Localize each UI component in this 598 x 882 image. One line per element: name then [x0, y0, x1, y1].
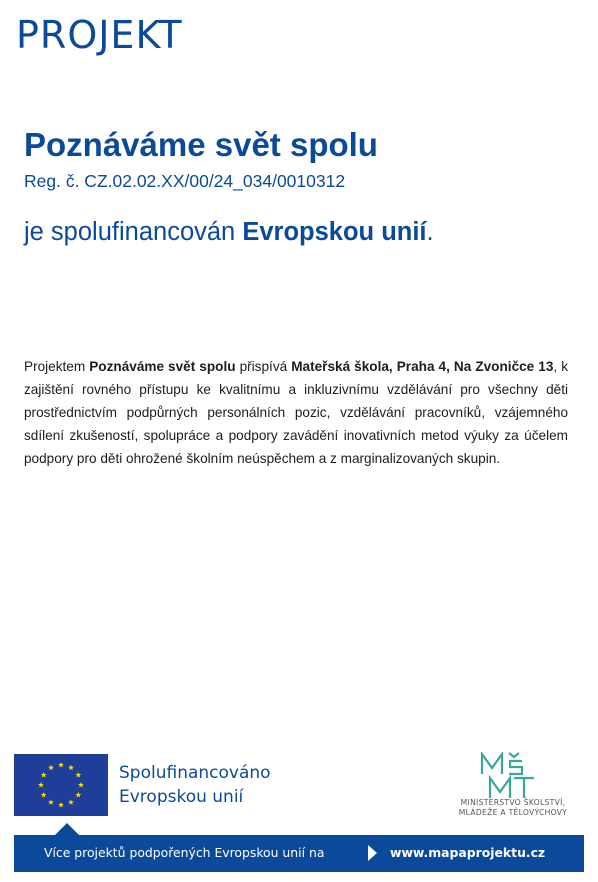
- eu-stars-icon: [14, 754, 108, 816]
- eu-star-icon: [41, 772, 47, 778]
- cofinanced-eu: Evropskou unií: [242, 218, 427, 246]
- msmt-logo: [440, 752, 590, 822]
- eu-star-icon: [48, 765, 54, 771]
- cofinanced-prefix: je spolufinancován: [24, 218, 243, 246]
- description-text-2: přispívá: [235, 359, 292, 374]
- eu-star-icon: [75, 792, 81, 798]
- project-title: Poznáváme svět spolu: [24, 126, 378, 163]
- eu-logo-line-1: Spolufinancováno: [119, 763, 271, 783]
- header-title: PROJEKT: [16, 13, 183, 57]
- eu-star-icon: [68, 765, 74, 771]
- footer-link[interactable]: www.mapaprojektu.cz: [390, 845, 546, 860]
- play-arrow-icon: [368, 845, 377, 861]
- description-text-3: , k zajištění rovného přístupu ke kvalitnímu a inkluzivnímu vzdělávání pro všechny děti prostřednictvím podpůrných personálních pozic, vzdělávání pracovníků, vzájemného sdílení zkušeností, spolupráce a podpory zavádění inovativních metod výuky za účelem podpory pro děti ohrožené školním neúspěchem a z marginalizovaných skupin.: [24, 359, 569, 466]
- eu-flag-icon: [14, 754, 108, 816]
- project-description: [24, 355, 568, 470]
- eu-logo-line-2: Evropskou unií: [119, 787, 244, 807]
- eu-star-icon: [75, 772, 81, 778]
- registration-number: Reg. č. CZ.02.02.XX/00/24_034/0010312: [24, 171, 346, 191]
- msmt-name: [440, 798, 586, 818]
- eu-star-icon: [68, 799, 74, 805]
- cofinanced-suffix: .: [426, 218, 434, 246]
- eu-star-icon: [58, 762, 64, 768]
- eu-star-icon: [38, 782, 44, 788]
- eu-logo-text: [119, 761, 271, 809]
- msmt-mark-icon: [478, 752, 550, 800]
- msmt-name-line-2: MLÁDEŽE A TĚLOVÝCHOVY: [458, 808, 568, 817]
- eu-star-icon: [58, 802, 64, 808]
- description-school-name: Mateřská škola, Praha 4, Na Zvoničce 13: [291, 359, 554, 374]
- cofinanced-statement: [24, 218, 434, 246]
- eu-star-icon: [78, 782, 84, 788]
- description-project-name: Poznáváme svět spolu: [89, 359, 236, 374]
- msmt-name-line-1: MINISTERSTVO ŠKOLSTVÍ,: [460, 798, 566, 807]
- eu-star-icon: [48, 799, 54, 805]
- footer-text: Více projektů podpořených Evropskou unií na: [44, 845, 325, 860]
- description-text-1: Projektem: [24, 359, 90, 374]
- eu-star-icon: [41, 792, 47, 798]
